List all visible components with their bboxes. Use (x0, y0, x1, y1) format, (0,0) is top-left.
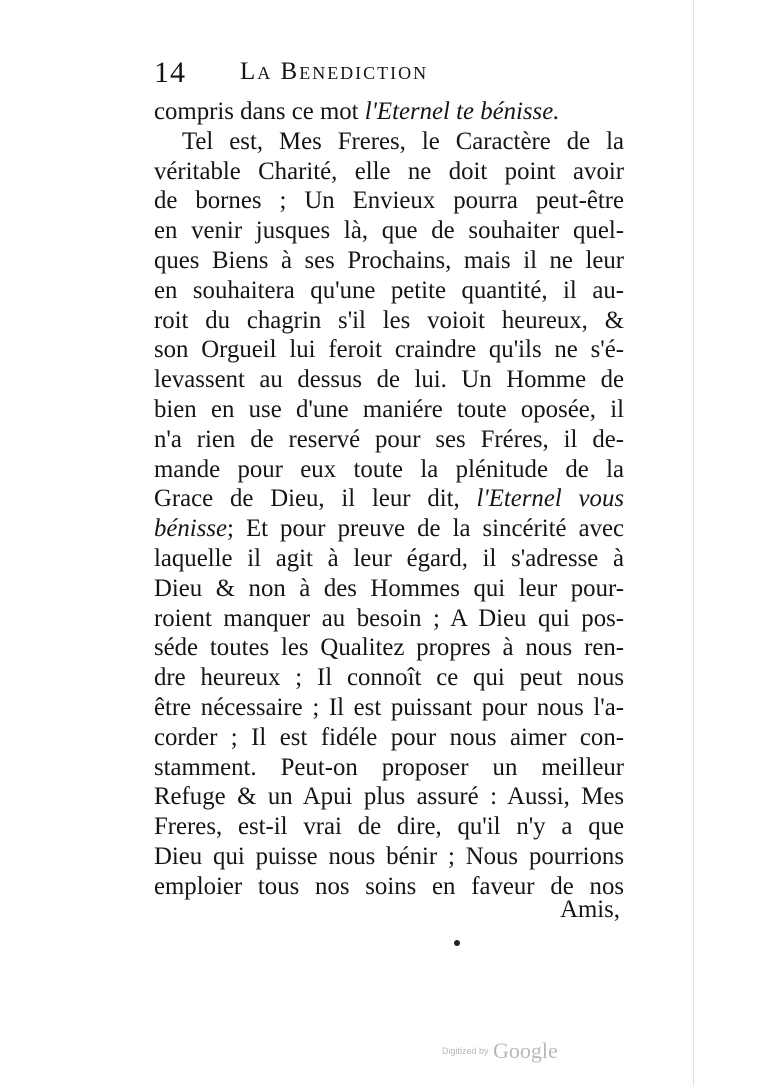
text-line (154, 157, 624, 187)
line-text: levassent au dessus de lui. Un Homme de (154, 366, 624, 394)
line-text: ques Biens à ses Prochains, mais il ne leur (154, 246, 624, 274)
text-line (154, 812, 624, 842)
text-line (154, 186, 624, 216)
line-text: corder ; Il est fidéle pour nous aimer con- (154, 723, 624, 751)
line-text: laquelle il agit à leur égard, il s'adresse à (154, 544, 624, 572)
catchword: Amis, (560, 896, 620, 923)
line-text: en souhaitera qu'une petite quantité, il au- (154, 276, 624, 304)
text-line (154, 544, 624, 574)
line-text: mande pour eux toute la plénitude de la (154, 455, 624, 483)
text-line (154, 425, 624, 455)
text-line (154, 604, 624, 634)
line-text: de bornes ; Un Envieux pourra peut-être (154, 187, 624, 215)
line-text: séde toutes les Qualitez propres à nous ren- (154, 634, 624, 662)
line-text: bien en use d'une maniére toute oposée, il (154, 395, 624, 423)
line-text: en venir jusques là, que de souhaiter quel- (154, 217, 624, 245)
text-line (154, 723, 624, 753)
text-line (154, 663, 624, 693)
line-text: Grace de Dieu, il leur dit, (154, 485, 477, 513)
printer-mark (454, 940, 460, 946)
text-line (154, 246, 624, 276)
page-number: 14 (154, 56, 186, 89)
google-logo: Google (492, 1038, 558, 1063)
line-text: roient manquer au besoin ; A Dieu qui pos- (154, 604, 624, 632)
digitized-prefix: Digitized by (442, 1046, 489, 1056)
line-text: véritable Charité, elle ne doit point avoir (154, 157, 624, 185)
running-title: La Benediction (240, 58, 429, 85)
text-line (154, 276, 624, 306)
text-line (154, 842, 624, 872)
italic-text: l'Eternel vous (476, 485, 624, 513)
text-line (154, 365, 624, 395)
text-line (154, 872, 624, 902)
text-line (154, 753, 624, 783)
text-line (154, 306, 624, 336)
line-text: Dieu & non à des Hommes qui leur pour- (154, 574, 624, 602)
line-text: son Orgueil lui feroit craindre qu'ils ne s'é- (154, 336, 624, 364)
line-text: emploier tous nos soins en faveur de nos (154, 872, 624, 900)
text-line (154, 782, 624, 812)
line-text: roit du chagrin s'il les voioit heureux, & (154, 306, 624, 334)
page-edge (693, 0, 694, 1086)
text-line (154, 395, 624, 425)
text-line (154, 693, 624, 723)
italic-text: bénisse (154, 515, 227, 543)
italic-text: l'Eternel te bénisse. (364, 98, 560, 125)
text-line (154, 633, 624, 663)
line-text: être nécessaire ; Il est puissant pour nous l'a- (154, 693, 624, 721)
line-text: compris dans ce mot (154, 98, 365, 125)
line-text: ; Et pour preuve de la sincérité avec (227, 515, 624, 543)
text-line (154, 455, 624, 485)
text-line (154, 97, 624, 127)
text-line (154, 484, 624, 514)
text-line (154, 216, 624, 246)
line-text: Freres, est-il vrai de dire, qu'il n'y a que (154, 813, 624, 841)
text-line (154, 335, 624, 365)
text-line (154, 574, 624, 604)
line-text: Tel est, Mes Freres, le Caractère de la (182, 127, 624, 155)
line-text: n'a rien de reservé pour ses Fréres, il de- (154, 425, 624, 453)
line-text: stamment. Peut-on proposer un meilleur (154, 753, 624, 781)
line-text: Dieu qui puisse nous bénir ; Nous pourrions (154, 842, 624, 870)
body-text (154, 97, 624, 902)
digitized-watermark (442, 1038, 558, 1064)
text-line (154, 127, 624, 157)
line-text: Refuge & un Apui plus assuré : Aussi, Mes (154, 783, 624, 811)
running-head (154, 56, 624, 96)
text-line (154, 514, 624, 544)
line-text: dre heureux ; Il connoît ce qui peut nous (154, 664, 624, 692)
